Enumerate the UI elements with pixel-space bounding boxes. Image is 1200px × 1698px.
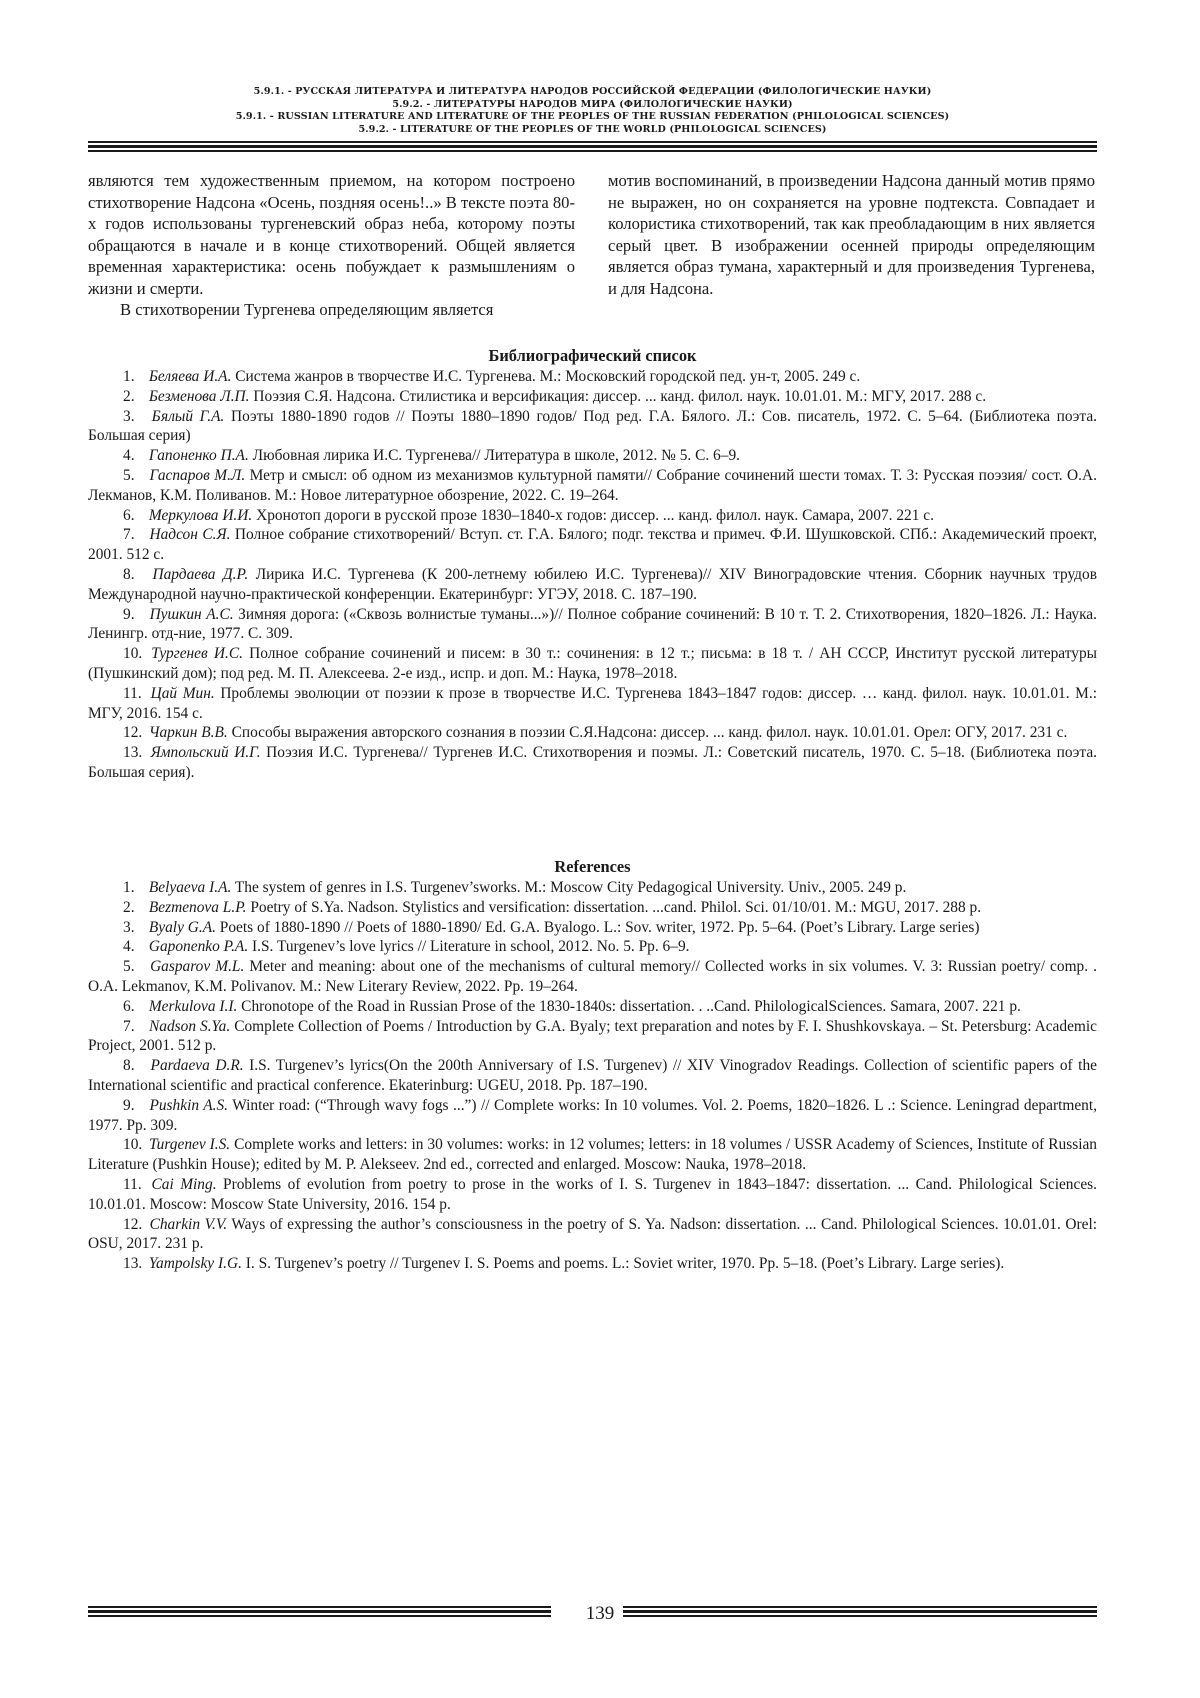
reference-text: Chronotope of the Road in Russian Prose of the 1830-1840s: dissertation. . ..Cand. PhilologicalSciences. Samara, 2007. 221 p. xyxy=(237,997,1021,1015)
reference-author: Gasparov M.L. xyxy=(150,958,245,976)
reference-author: Гаспаров М.Л. xyxy=(149,466,246,484)
reference-entry xyxy=(88,565,1097,605)
reference-entry xyxy=(88,466,1097,506)
reference-author: Меркулова И.И. xyxy=(148,506,253,524)
reference-number: 11. xyxy=(123,1175,142,1193)
header-line-2: 5.9.2. - ЛИТЕРАТУРЫ НАРОДОВ МИРА (ФИЛОЛОГИЧЕСКИЕ НАУКИ) xyxy=(392,98,793,110)
reference-entry xyxy=(88,997,1097,1017)
reference-entry xyxy=(88,1135,1097,1175)
footer-rule-right xyxy=(623,1615,1097,1617)
reference-number: 10. xyxy=(123,1136,143,1154)
reference-author: Чаркин В.В. xyxy=(148,724,228,742)
reference-number: 4. xyxy=(123,938,135,956)
reference-number: 13. xyxy=(123,1255,143,1273)
running-header xyxy=(88,86,1097,136)
reference-number: 6. xyxy=(123,997,135,1015)
reference-author: Беляева И.А. xyxy=(148,368,232,385)
reference-entry xyxy=(88,1254,1097,1274)
reference-number: 2. xyxy=(123,898,135,916)
reference-entry xyxy=(88,644,1097,684)
header-line-3: 5.9.1. - RUSSIAN LITERATURE AND LITERATURE OF THE PEOPLES OF THE RUSSIAN FEDERATION (PHILOLOGICAL SCIENCES) xyxy=(235,111,950,123)
reference-text: Полное собрание сочинений и писем: в 30 т.: сочинения: в 12 т.; письма: в 18 т. / АН СССР, Институт русской литературы (Пушкинский дом); под ред. М. П. Алексеева. 2-е изд., испр. и доп. М.: Наука, 1978–2018. xyxy=(88,645,1097,682)
reference-entry xyxy=(88,387,1097,407)
footer-rule-right xyxy=(623,1610,1097,1613)
reference-author: Пардаева Д.Р. xyxy=(152,565,249,583)
reference-text: Meter and meaning: about one of the mechanisms of cultural memory// Collected works in six volumes. V. 3: Russian poetry/ comp. . O.A. Lekmanov, K.M. Polivanov. M.: New Literary Review, 2022. Pp. 19–264. xyxy=(88,958,1097,995)
reference-entry xyxy=(88,506,1097,526)
reference-number: 9. xyxy=(123,1096,135,1114)
header-line-1: 5.9.1. - РУССКАЯ ЛИТЕРАТУРА И ЛИТЕРАТУРА НАРОДОВ РОССИЙСКОЙ ФЕДЕРАЦИИ (ФИЛОЛОГИЧЕСКИЕ НАУКИ) xyxy=(253,86,932,97)
reference-text: Хронотоп дороги в русской прозе 1830–1840-х годов: диссер. ... канд. филол. наук. Самара, 2007. 221 с. xyxy=(252,506,934,524)
reference-entry xyxy=(88,684,1097,724)
reference-number: 1. xyxy=(123,368,135,385)
reference-number: 7. xyxy=(123,1017,135,1035)
reference-text: Полное собрание стихотворений/ Вступ. ст. Г.А. Бялого; подг. текства и примеч. Ф.И. Шушковской. СПб.: Академический проект, 2001. 512 с. xyxy=(88,526,1097,564)
right-column xyxy=(608,170,1095,299)
footer-rule-left xyxy=(88,1615,551,1617)
reference-entry xyxy=(88,1215,1097,1255)
reference-text: Complete works and letters: in 30 volumes: works: in 12 volumes; letters: in 18 volumes / USSR Academy of Sciences, Institute of Russian Literature (Pushkin House); edited by M. P. Alekseev. 2nd ed., corrected and enlarged. Moscow: Nauka, 1978–2018. xyxy=(88,1136,1097,1174)
bibliography-section xyxy=(88,346,1097,783)
reference-author: Belyaeva I.A. xyxy=(148,879,232,896)
reference-number: 13. xyxy=(123,744,143,762)
reference-author: Turgenev I.S. xyxy=(148,1136,231,1154)
reference-entry xyxy=(88,446,1097,466)
reference-author: Byaly G.A. xyxy=(148,918,216,936)
reference-text: Poetry of S.Ya. Nadson. Stylistics and versification: dissertation. ...cand. Philol. Sci. 01/10/01. M.: MGU, 2017. 288 p. xyxy=(246,898,982,916)
references-list xyxy=(88,878,1097,1274)
reference-number: 8. xyxy=(123,1057,135,1075)
reference-text: Poets of 1880-1890 // Poets of 1880-1890/ Ed. G.A. Byalogo. L.: Sov. writer, 1972. Pp. 5–64. (Poet’s Library. Large series) xyxy=(215,918,980,936)
reference-author: Ямпольский И.Г. xyxy=(150,744,261,762)
footer-rule-right xyxy=(623,1606,1097,1608)
reference-number: 10. xyxy=(123,645,143,663)
reference-text: Поэзия И.С. Тургенева// Тургенев И.С. Стихотворения и поэмы. Л.: Советский писатель, 1970. С. 5–18. (Библиотека поэта. Большая серия). xyxy=(88,744,1097,781)
reference-text: The system of genres in I.S. Turgenev’sworks. M.: Moscow City Pedagogical University. Univ., 2005. 249 p. xyxy=(231,879,907,896)
reference-author: Пушкин А.С. xyxy=(149,605,234,623)
reference-entry xyxy=(88,407,1097,447)
reference-author: Nadson S.Ya. xyxy=(148,1017,231,1035)
reference-text: I. S. Turgenev’s poetry // Turgenev I. S. Poems and poems. L.: Soviet writer, 1970. Pp. 5–18. (Poet’s Library. Large series). xyxy=(241,1255,1005,1273)
reference-entry xyxy=(88,878,1097,898)
reference-text: Метр и смысл: об одном из механизмов культурной памяти// Собрание сочинений шести томах. Т. 3: Русская поэзия/ сост. О.А. Лекманов, К.М. Поливанов. М.: Новое литературное обозрение, 2022. С. 19–264. xyxy=(88,466,1097,504)
reference-entry xyxy=(88,743,1097,783)
reference-entry xyxy=(88,1096,1097,1136)
reference-number: 5. xyxy=(123,466,135,484)
reference-text: Зимняя дорога: («Сквозь волнистые туманы...»)// Полное собрание сочинений: В 10 т. Т. 2. Стихотворения, 1820–1826. Л.: Наука. Ленингр. отд-ние, 1977. С. 309. xyxy=(88,605,1097,643)
reference-number: 7. xyxy=(123,526,135,544)
reference-number: 3. xyxy=(123,407,135,425)
reference-entry xyxy=(88,898,1097,918)
reference-text: Complete Collection of Poems / Introduction by G.A. Byaly; text preparation and notes by F. I. Shushkovskaya. – St. Petersburg: Academic Project, 2001. 512 p. xyxy=(88,1017,1097,1055)
reference-entry xyxy=(88,525,1097,565)
reference-author: Безменова Л.П. xyxy=(148,387,250,405)
reference-number: 3. xyxy=(123,918,135,936)
reference-author: Pushkin A.S. xyxy=(149,1096,229,1114)
reference-number: 12. xyxy=(123,1215,143,1233)
page-number: 139 xyxy=(585,1603,615,1624)
reference-entry xyxy=(88,723,1097,743)
reference-author: Merkulova I.I. xyxy=(148,997,238,1015)
reference-text: Problems of evolution from poetry to prose in the works of I. S. Turgenev in 1843–1847: dissertation. ... Cand. Philological Sciences. 10.01.01. Moscow: Moscow State University, 2016. 154 p. xyxy=(88,1175,1098,1213)
body-paragraph: В стихотворении Тургенева определяющим является xyxy=(120,300,494,319)
reference-entry xyxy=(88,1017,1097,1057)
references-section xyxy=(88,857,1097,1274)
left-column xyxy=(88,170,575,321)
reference-author: Гапоненко П.А. xyxy=(148,447,249,465)
reference-entry xyxy=(88,918,1097,938)
reference-author: Cai Ming. xyxy=(151,1175,217,1193)
body-paragraph: мотив воспоминаний, в произведении Надсона данный мотив прямо не выражен, но он сохраняется на уровне подтекста. Совпадает и колористика стихотворений, так как преобладающим в них является серый цвет. В изображении осенней природы определяющим является образ тумана, характерный и для произведения Тургенева, и для Надсона. xyxy=(608,171,1095,298)
footer-rule-left xyxy=(88,1606,551,1608)
reference-author: Charkin V.V. xyxy=(149,1215,228,1233)
reference-author: Gaponenko P.A. xyxy=(148,938,249,956)
reference-text: Поэты 1880-1890 годов // Поэты 1880–1890 годов/ Под ред. Г.А. Бялого. Л.: Сов. писатель, 1972. С. 5–64. (Библиотека поэта. Большая серия) xyxy=(88,407,1097,445)
reference-text: Способы выражения авторского сознания в поэзии С.Я.Надсона: диссер. ... канд. филол. наук. 10.01.01. Орел: ОГУ, 2017. 231 с. xyxy=(227,724,1068,742)
reference-entry xyxy=(88,957,1097,997)
reference-text: Winter road: (“Through wavy fogs ...”) // Complete works: In 10 volumes. Vol. 2. Poems, 1820–1826. L .: Science. Leningrad department, 1977. Pp. 309. xyxy=(88,1096,1097,1134)
reference-entry xyxy=(88,605,1097,645)
reference-author: Надсон С.Я. xyxy=(149,526,231,544)
reference-text: Проблемы эволюции от поэзии к прозе в творчестве И.С. Тургенева 1843–1847 годов: диссер. … канд. филол. наук. 10.01.01. М.: МГУ, 2016. 154 с. xyxy=(88,684,1097,722)
header-rule-thin xyxy=(88,141,1097,143)
header-rule-bottom xyxy=(88,150,1097,152)
reference-text: Любовная лирика И.С. Тургенева// Литература в школе, 2012. № 5. С. 6–9. xyxy=(248,447,740,465)
reference-number: 11. xyxy=(123,684,142,702)
reference-author: Бялый Г.А. xyxy=(151,407,225,425)
reference-author: Yampolsky I.G. xyxy=(148,1255,242,1273)
reference-number: 2. xyxy=(123,387,135,405)
reference-text: Лирика И.С. Тургенева (К 200-летнему юбилею И.С. Тургенева)// XIV Виноградовские чтения. Сборник научных трудов Международной научно-практической конференции. Екатеринбург: УГЭУ, 2018. С. 187–190. xyxy=(88,565,1097,603)
reference-entry xyxy=(88,367,1097,387)
reference-number: 4. xyxy=(123,447,135,465)
reference-text: Ways of expressing the author’s consciousness in the poetry of S. Ya. Nadson: dissertation. ... Cand. Philological Sciences. 10.01.01. Orel: OSU, 2017. 231 p. xyxy=(88,1215,1097,1253)
body-paragraph: являются тем художественным приемом, на котором построено стихотворение Надсона «Осень, поздняя осень!..» В тексте поэта 80-х годов использованы тургеневский образ неба, которому поэты обращаются в начале и в конце стихотворений. Общей является временная характеристика: осень побуждает к размышлениям о жизни и смерти. xyxy=(88,171,575,298)
reference-entry xyxy=(88,937,1097,957)
reference-author: Bezmenova L.P. xyxy=(148,898,247,916)
references-title: References xyxy=(554,857,631,876)
header-line-4: 5.9.2. - LITERATURE OF THE PEOPLES OF THE WORLD (PHILOLOGICAL SCIENCES) xyxy=(358,123,827,135)
reference-text: Система жанров в творчестве И.С. Тургенева. М.: Московский городской пед. ун-т, 2005. 249 с. xyxy=(231,368,861,385)
bibliography-title: Библиографический список xyxy=(488,346,697,365)
bibliography-list xyxy=(88,367,1097,783)
body-text xyxy=(88,170,1097,320)
header-rule-middle xyxy=(88,145,1097,148)
reference-number: 12. xyxy=(123,724,143,742)
reference-number: 8. xyxy=(123,565,135,583)
reference-number: 5. xyxy=(123,958,135,976)
footer-rule-left xyxy=(88,1610,551,1613)
reference-number: 1. xyxy=(123,879,135,896)
reference-entry xyxy=(88,1175,1097,1215)
reference-number: 9. xyxy=(123,605,135,623)
reference-author: Тургенев И.С. xyxy=(151,645,243,663)
reference-text: I.S. Turgenev’s lyrics(On the 200th Anniversary of I.S. Turgenev) // XIV Vinogradov Readings. Collection of scientific papers of the International scientific and practical conference. Ekaterinburg: UGEU, 2018. Pp. 187–190. xyxy=(88,1057,1097,1094)
reference-text: I.S. Turgenev’s love lyrics // Literature in school, 2012. No. 5. Pp. 6–9. xyxy=(248,938,690,956)
reference-number: 6. xyxy=(123,506,135,524)
reference-text: Поэзия С.Я. Надсона. Стилистика и версификация: диссер. ... канд. филол. наук. 10.01.01. М.: МГУ, 2017. 288 с. xyxy=(249,387,987,405)
reference-author: Pardaeva D.R. xyxy=(150,1057,244,1075)
reference-entry xyxy=(88,1056,1097,1096)
reference-author: Цай Мин. xyxy=(150,684,215,702)
